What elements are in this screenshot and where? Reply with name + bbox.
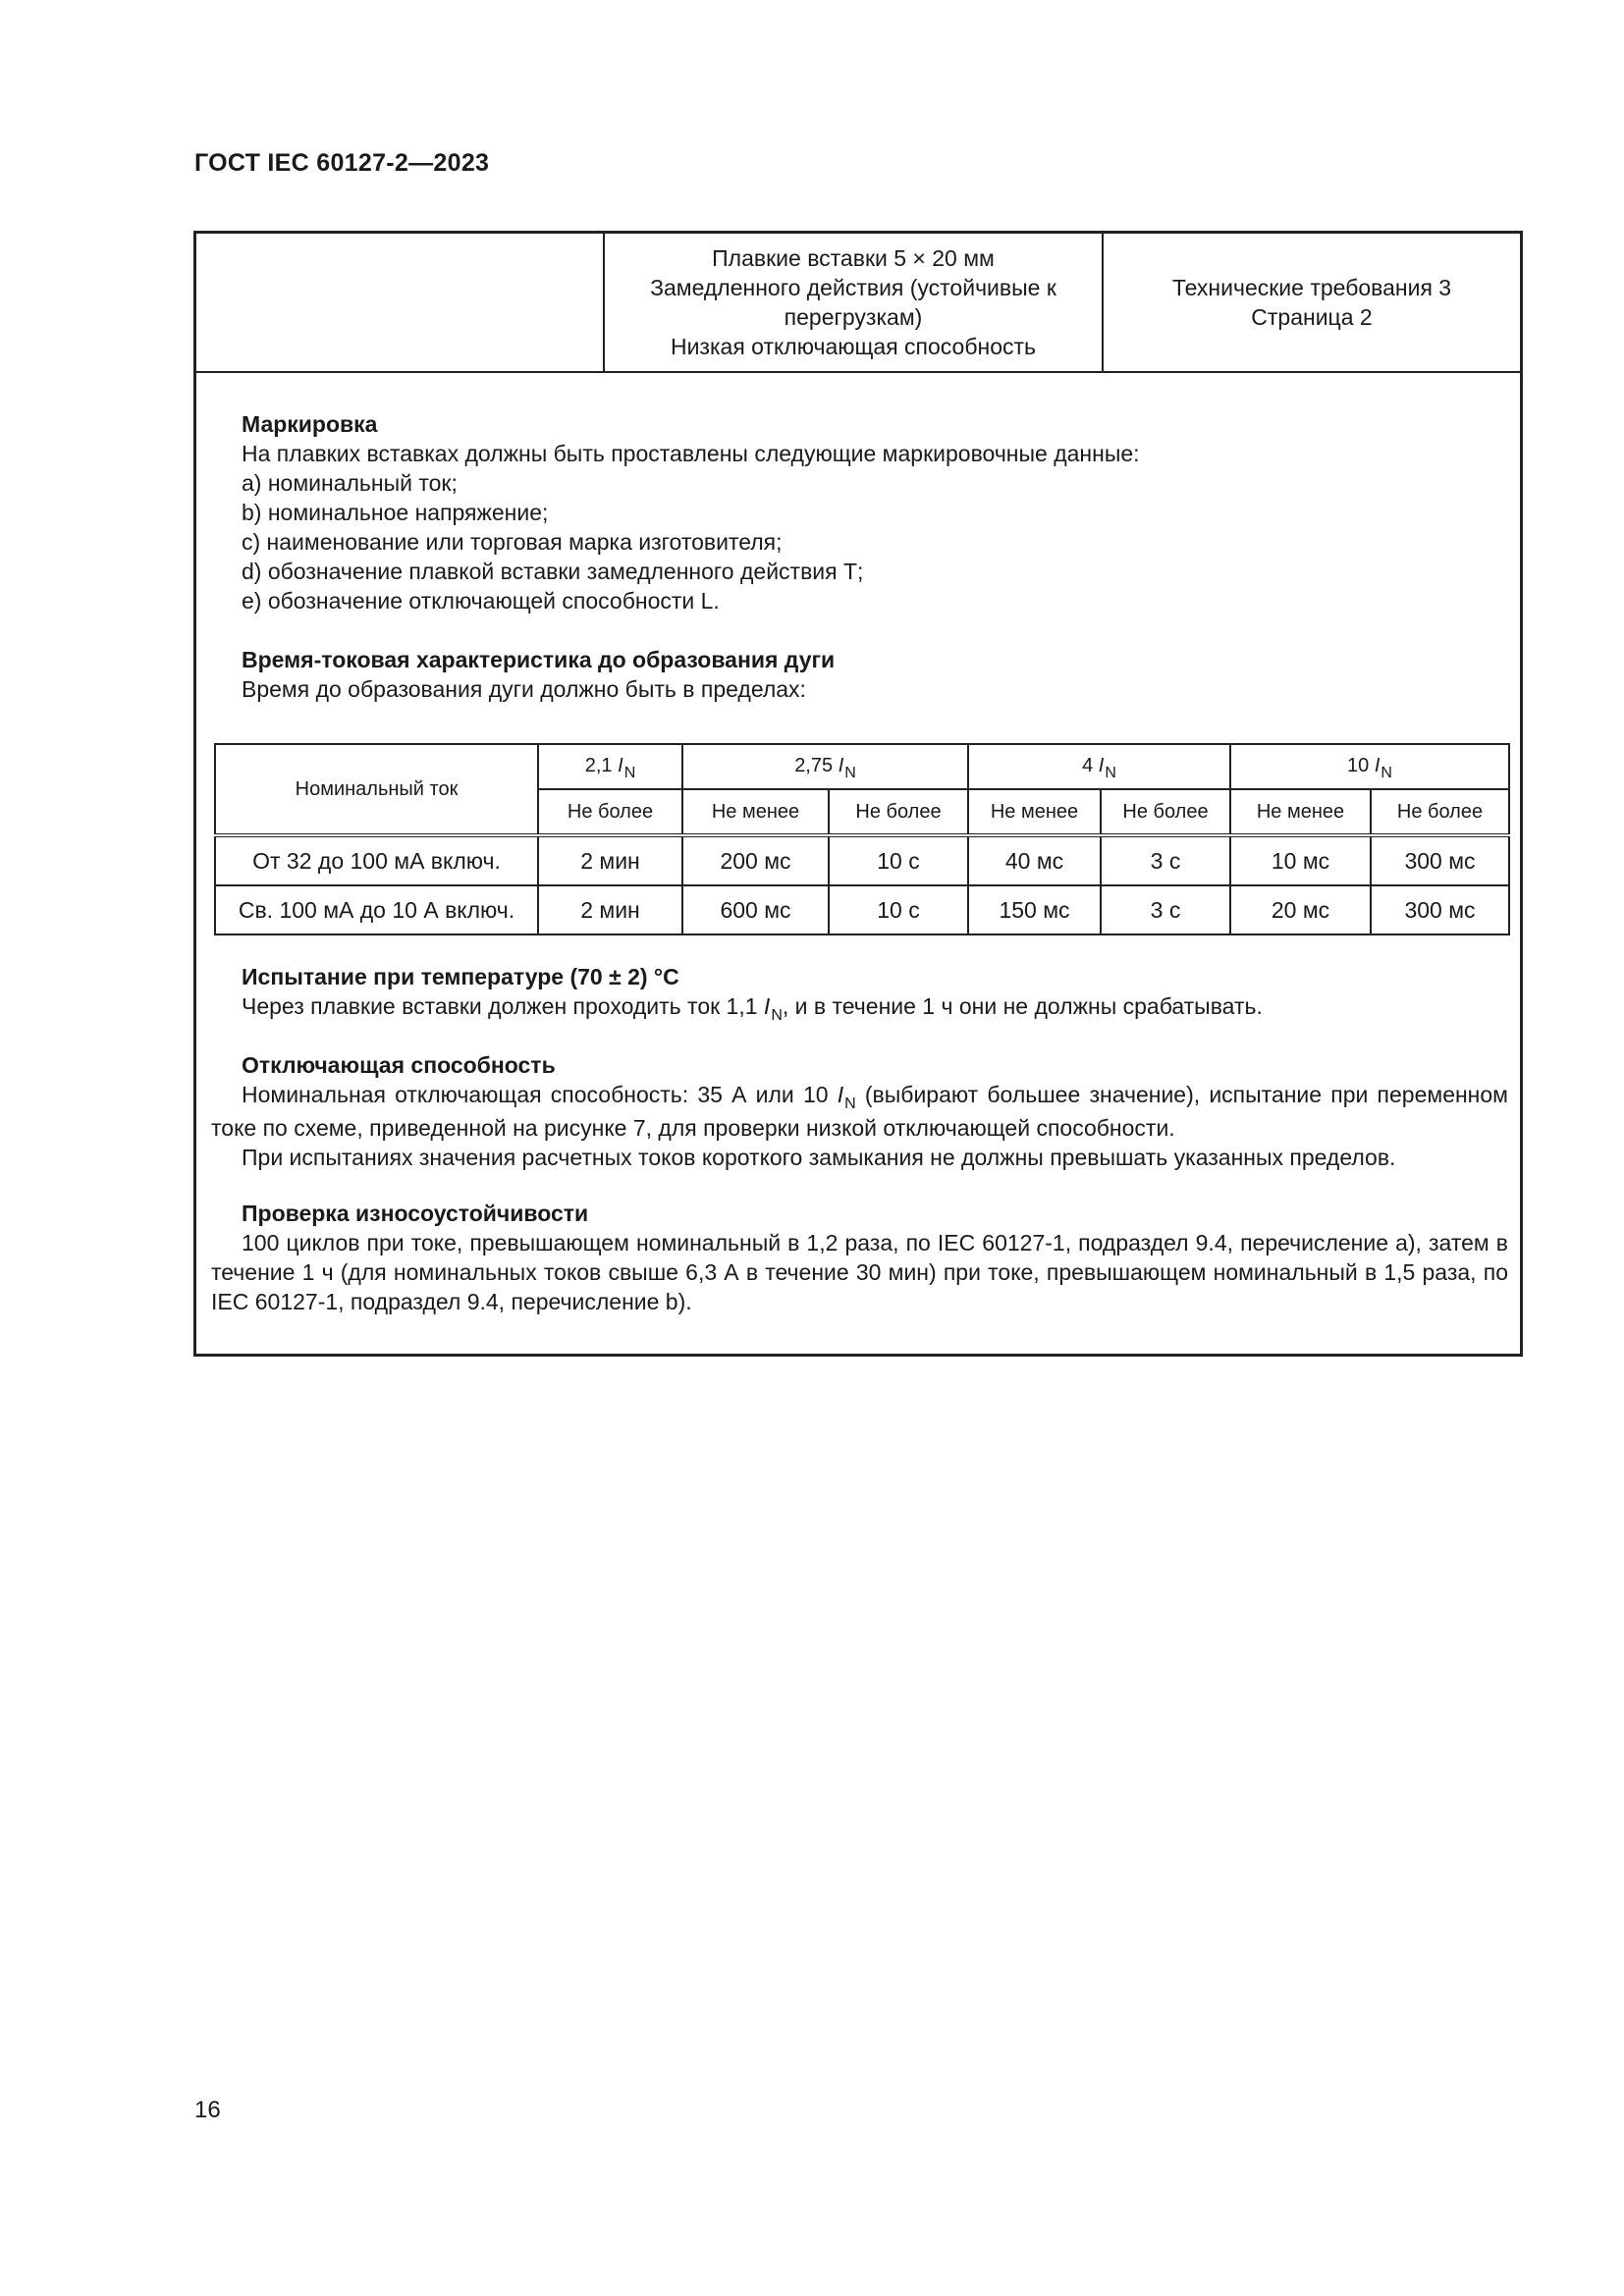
limit-subheader: Не менее [682, 789, 829, 835]
limit-subheader: Не более [1371, 789, 1509, 835]
fuse-type-line: перегрузкам) [784, 304, 923, 330]
sheet-header-row [196, 234, 1520, 373]
limit-subheader: Не менее [968, 789, 1101, 835]
table-cell: 300 мс [1371, 885, 1509, 934]
table-cell: 2 мин [538, 835, 682, 885]
limit-subheader: Не менее [1230, 789, 1371, 835]
marking-item: b) номинальное напряжение; [242, 500, 549, 525]
marking-item: c) наименование или торговая марка изготовителя; [242, 529, 783, 555]
sheet-header-empty-cell [196, 234, 605, 371]
rated-current-header: Номинальный ток [215, 744, 538, 835]
marking-intro: На плавких вставках должны быть проставлены следующие маркировочные данные: [242, 441, 1140, 466]
marking-item: a) номинальный ток; [242, 470, 458, 496]
table-cell: 10 с [829, 835, 968, 885]
table-cell: 600 мс [682, 885, 829, 934]
multiple-header: 10 $I_N$ [1230, 744, 1509, 789]
table-cell: 200 мс [682, 835, 829, 885]
multiple-header: 4 $I_N$ [968, 744, 1230, 789]
row-label: От 32 до 100 мА включ. [215, 835, 538, 885]
table-cell: 150 мс [968, 885, 1101, 934]
time-current-section [242, 645, 1479, 704]
sheet-body [196, 371, 1520, 1354]
marking-item: e) обозначение отключающей способности L. [242, 588, 720, 614]
specification-sheet [193, 231, 1523, 1357]
endurance-section [211, 1199, 1508, 1316]
sheet-header-requirements [1104, 234, 1520, 371]
multiple-header: 2,75 $I_N$ [682, 744, 968, 789]
time-current-title: Время-токовая характеристика до образования дуги [242, 647, 836, 672]
page-number: 16 [194, 2097, 221, 2123]
table-cell: 3 с [1101, 835, 1230, 885]
table-cell: 2 мин [538, 885, 682, 934]
fuse-type-line: Низкая отключающая способность [670, 334, 1037, 359]
fuse-type-line: Замедленного действия (устойчивые к [650, 275, 1056, 300]
breaking-capacity-title: Отключающая способность [242, 1052, 556, 1078]
multiple-header: 2,1 $I_N$ [538, 744, 682, 789]
table-cell: 20 мс [1230, 885, 1371, 934]
time-current-intro: Время до образования дуги должно быть в пределах: [242, 676, 806, 702]
marking-item: d) обозначение плавкой вставки замедленного действия Т; [242, 559, 864, 584]
document-standard-header: ГОСТ IEC 60127-2—2023 [194, 149, 490, 177]
table-row [215, 885, 1509, 934]
temperature-test-text: Через плавкие вставки должен проходить ток 1,1 $I_N$, и в течение 1 ч они не должны срабатывать. [242, 993, 1263, 1024]
requirements-title: Технические требования 3 [1171, 275, 1452, 300]
temperature-test-title: Испытание при температуре (70 ± 2) °С [242, 964, 679, 989]
limit-subheader: Не более [538, 789, 682, 835]
temperature-test-section [242, 962, 1479, 1025]
row-label: Св. 100 мА до 10 А включ. [215, 885, 538, 934]
endurance-text: 100 циклов при токе, превышающем номинальный в 1,2 раза, по IEC 60127-1, подраздел 9.4, перечисление a), затем в течение 1 ч (для номинальных токов свыше 6,3 А в течение 30 мин) при токе, превышающем номинальный в 1,5 раза, по IEC 60127-1, подраздел 9.4, перечисление b). [211, 1230, 1508, 1314]
breaking-capacity-text: Номинальная отключающая способность: 35 А или 10 $I_N$ (выбирают большее значение), испытание при переменном токе по схеме, приведенной на рисунке 7, для проверки низкой отключающей способности. [211, 1082, 1508, 1141]
fuse-type-line: Плавкие вставки 5 × 20 мм [712, 245, 995, 271]
sheet-page-label: Страница 2 [1251, 304, 1373, 330]
table-cell: 3 с [1101, 885, 1230, 934]
table-cell: 10 с [829, 885, 968, 934]
breaking-capacity-note: При испытаниях значения расчетных токов короткого замыкания не должны превышать указанных пределов. [242, 1145, 1396, 1170]
table-cell: 10 мс [1230, 835, 1371, 885]
pre-arcing-time-table [214, 743, 1510, 935]
breaking-capacity-section [211, 1050, 1508, 1172]
table-row [215, 835, 1509, 885]
marking-title: Маркировка [242, 411, 378, 437]
limit-subheader: Не более [829, 789, 968, 835]
sheet-header-fuse-type [605, 234, 1104, 371]
endurance-title: Проверка износоустойчивости [242, 1201, 589, 1226]
marking-section [242, 409, 1479, 615]
table-cell: 300 мс [1371, 835, 1509, 885]
limit-subheader: Не более [1101, 789, 1230, 835]
table-cell: 40 мс [968, 835, 1101, 885]
